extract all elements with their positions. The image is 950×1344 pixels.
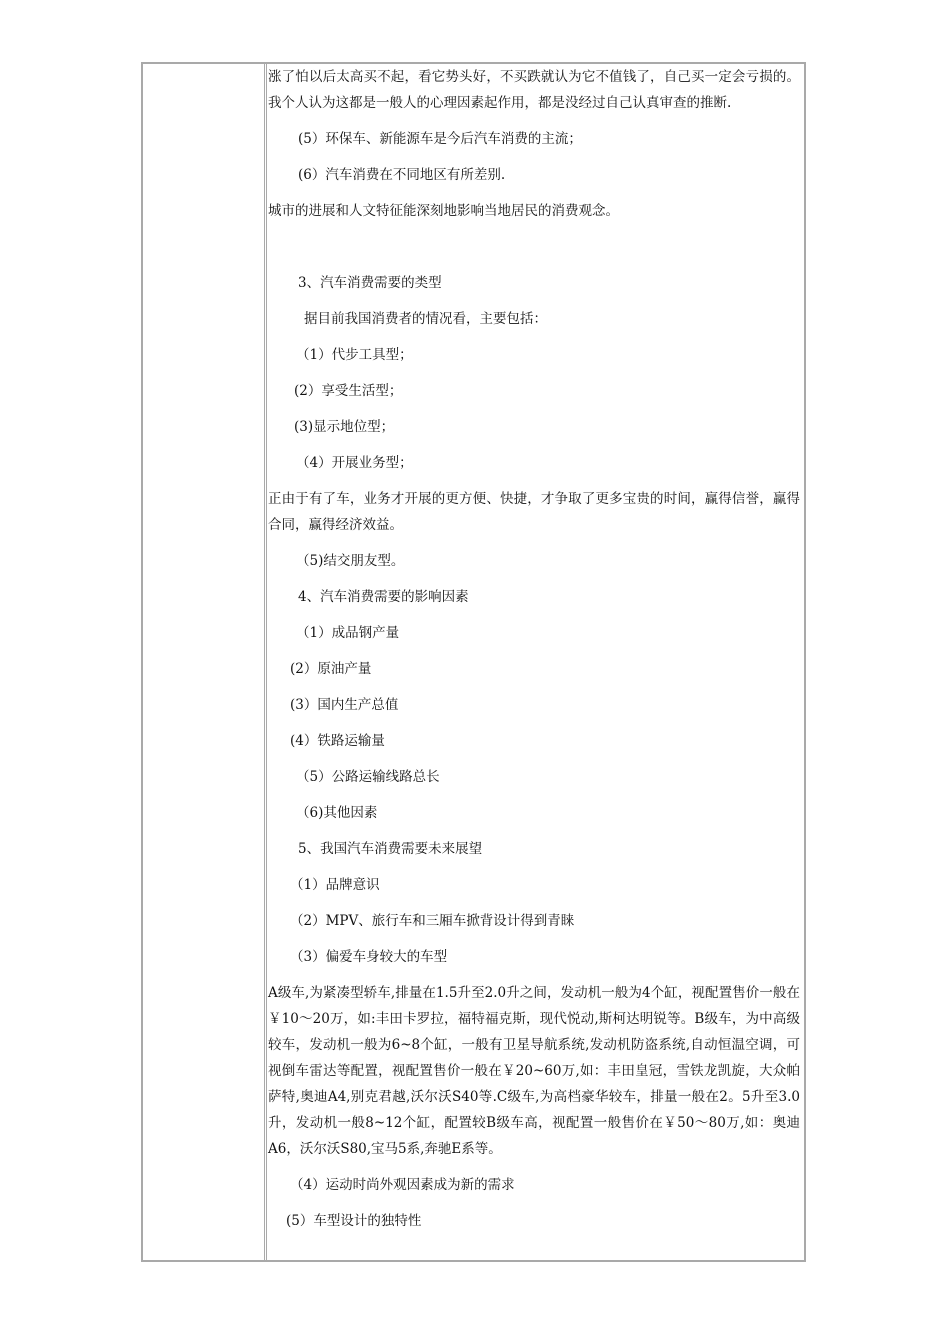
list-item-railway: (4）铁路运输量	[290, 733, 385, 749]
list-item-large-body: （3）偏爱车身较大的车型	[290, 949, 448, 965]
list-item-business: （4）开展业务型；	[296, 455, 413, 471]
paragraph-city-culture: 城市的进展和人文特征能深刻地影响当地居民的消费观念。	[268, 203, 619, 219]
list-item-steel: （1）成品钢产量	[296, 625, 400, 641]
list-item-regional-difference: (6）汽车消费在不同地区有所差别.	[298, 167, 506, 183]
list-item-status: (3)显示地位型；	[294, 419, 395, 435]
paragraph-intro-types: 据目前我国消费者的情况看，主要包括：	[304, 311, 547, 327]
document-body	[268, 64, 800, 1234]
paragraph-business-benefit: 正由于有了车，业务才开展的更方便、快捷，才争取了更多宝贵的时间，赢得信誉，赢得合同，赢得经济效益。	[268, 491, 800, 533]
list-item-friends: （5)结交朋友型。	[296, 553, 405, 569]
list-item-sporty: （4）运动时尚外观因素成为新的需求	[290, 1177, 515, 1193]
section-heading-4: 4、汽车消费需要的影响因素	[298, 589, 469, 605]
list-item-enjoy-life: (2）享受生活型；	[294, 383, 403, 399]
list-item-brand: （1）品牌意识	[290, 877, 380, 893]
list-item-transport: （1）代步工具型；	[296, 347, 413, 363]
list-item-highway: （5）公路运输线路总长	[296, 769, 440, 785]
paragraph-psychology: 涨了怕以后太高买不起，看它势头好，不买跌就认为它不值钱了，自己买一定会亏损的。我个人认为这都是一般人的心理因素起作用，都是没经过自己认真审查的推断.	[268, 69, 800, 111]
table-column-divider	[264, 64, 267, 1260]
list-item-mpv: （2）MPV、旅行车和三厢车掀背设计得到青睐	[290, 913, 575, 929]
list-item-gdp: (3）国内生产总值	[290, 697, 399, 713]
section-heading-3: 3、汽车消费需要的类型	[298, 275, 442, 291]
section-heading-5: 5、我国汽车消费需要未来展望	[298, 841, 483, 857]
list-item-other-factors: （6)其他因素	[296, 805, 378, 821]
list-item-crude-oil: (2）原油产量	[290, 661, 372, 677]
list-item-unique-design: (5）车型设计的独特性	[286, 1213, 422, 1229]
list-item-eco-cars: (5）环保车、新能源车是今后汽车消费的主流；	[298, 131, 582, 147]
paragraph-car-classes: A级车,为紧凑型轿车,排量在1.5升至2.0升之间，发动机一般为4个缸，视配置售价一般在￥10～20万，如:丰田卡罗拉，福特福克斯，现代悦动,斯柯达明锐等。B级车，为中高级较车，发动机一般为6~8个缸，一般有卫星导航系统,发动机防盗系统,自动恒温空调，可视倒车雷达等配置，视配置售价一般在￥20~60万,如：丰田皇冠，雪铁龙凯旋，大众帕萨特,奥迪A4,别克君越,沃尔沃S40等.C级车,为高档豪华较车，排量一般在2。5升至3.0升，发动机一般8~12个缸，配置较B级车高，视配置一般售价在￥50～80万,如：奥迪A6，沃尔沃S80,宝马5系,奔驰E系等。	[268, 985, 800, 1157]
